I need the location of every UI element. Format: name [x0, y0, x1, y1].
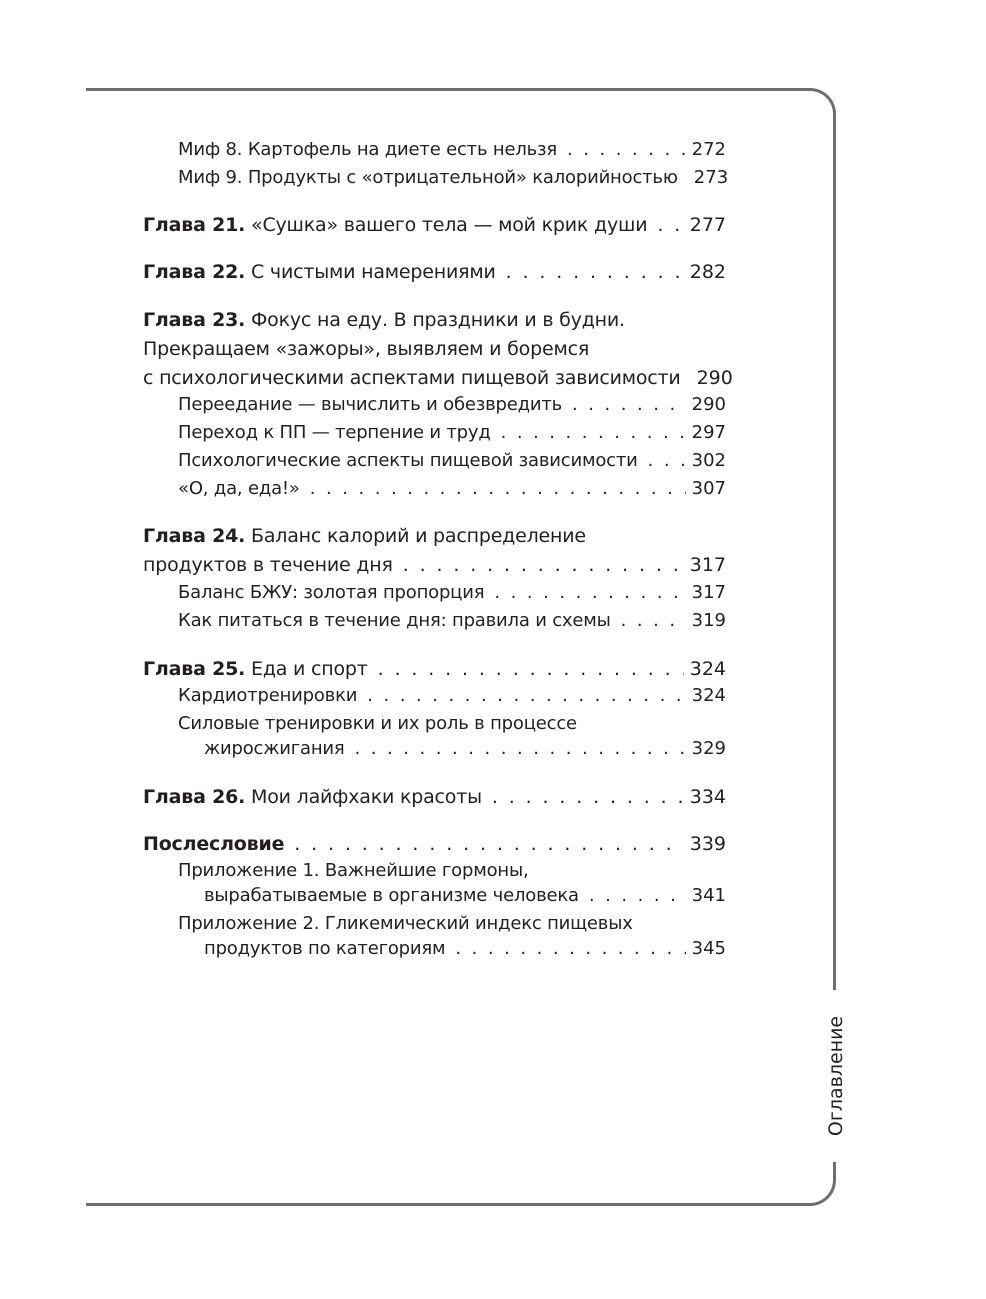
toc-entry-page: 324	[689, 658, 726, 680]
leader-dots	[572, 392, 686, 418]
page-frame	[86, 88, 836, 1206]
toc-entry-page: 317	[691, 582, 726, 603]
toc-entry-title: Миф 8. Картофель на диете есть нельзя	[178, 139, 558, 160]
toc-chapter-25[interactable]	[143, 656, 726, 682]
chapter-title-text: Фокус на еду. В праздники и в будни.	[251, 309, 625, 331]
leader-dots	[355, 736, 686, 762]
toc-chapter-24-line-1[interactable]	[143, 523, 586, 549]
toc-chapter-23-line-2[interactable]: Прекращаем «зажоры», выявляем и боремся	[143, 338, 590, 360]
toc-entry-title: вырабатываемые в организме человека	[204, 885, 579, 906]
chapter-number: Глава 23.	[143, 309, 246, 331]
toc-entry-title: жиросжигания	[204, 738, 345, 759]
chapter-title-text: с психологическими аспектами пищевой зависимости	[143, 367, 681, 389]
leader-dots	[621, 608, 686, 634]
chapter-number: Глава 21.	[143, 214, 246, 236]
toc-chapter-21[interactable]	[143, 212, 726, 238]
leader-dots	[294, 831, 683, 857]
toc-entry-overeating[interactable]	[178, 392, 726, 418]
toc-entry-strength-line-2[interactable]	[204, 736, 726, 762]
toc-entry-title: Миф 9. Продукты с «отрицательной» калорийностью	[178, 167, 678, 188]
chapter-number: Глава 22.	[143, 261, 246, 283]
toc-entry-page: 307	[691, 478, 726, 499]
toc-entry-page: 302	[691, 450, 726, 471]
chapter-title-text: «Сушка» вашего тела — мой крик души	[251, 214, 648, 236]
toc-entry-title: Баланс БЖУ: золотая пропорция	[178, 582, 485, 603]
toc-entry-daily-eating[interactable]	[178, 608, 726, 634]
toc-chapter-title	[143, 259, 496, 285]
toc-entry-title: Кардиотренировки	[178, 685, 358, 706]
toc-entry-page: 334	[689, 786, 726, 808]
toc-entry-page: 290	[696, 367, 733, 389]
toc-entry-myth-9[interactable]	[178, 165, 729, 191]
toc-afterword[interactable]	[143, 831, 726, 857]
toc-chapter-24-line-2[interactable]	[143, 552, 726, 578]
toc-entry-title: Как питаться в течение дня: правила и схемы	[178, 610, 611, 631]
leader-dots	[501, 420, 686, 446]
leader-dots	[492, 784, 684, 810]
toc-appendix-2-line-2[interactable]	[204, 936, 726, 962]
chapter-number: Глава 25.	[143, 658, 246, 680]
toc-entry-page: 290	[691, 394, 726, 415]
leader-dots	[403, 552, 684, 578]
leader-dots	[378, 656, 684, 682]
leader-dots	[367, 683, 685, 709]
afterword-title: Послесловие	[143, 833, 285, 855]
toc-entry-psychology[interactable]	[178, 448, 726, 474]
leader-dots	[455, 936, 685, 962]
toc-entry-title: продуктов по категориям	[204, 938, 446, 959]
toc-entry-cardio[interactable]	[178, 683, 726, 709]
section-side-label: Оглавление	[825, 1015, 847, 1137]
chapter-title-text: Еда и спорт	[251, 658, 368, 680]
chapter-title-text: С чистыми намерениями	[251, 261, 496, 283]
chapter-number: Глава 26.	[143, 786, 246, 808]
toc-entry-page: 277	[689, 214, 726, 236]
toc-entry-transition[interactable]	[178, 420, 726, 446]
toc-entry-page: 345	[691, 938, 726, 959]
leader-dots	[648, 448, 686, 474]
toc-chapter-title	[143, 212, 647, 238]
toc-chapter-title	[143, 784, 482, 810]
toc-entry-page: 329	[691, 738, 726, 759]
chapter-title-text: Мои лайфхаки красоты	[251, 786, 482, 808]
toc-chapter-22[interactable]	[143, 259, 726, 285]
toc-chapter-23-line-1[interactable]	[143, 307, 625, 333]
leader-dots	[589, 883, 686, 909]
chapter-title-text: Баланс калорий и распределение	[251, 525, 586, 547]
toc-appendix-1-line-1[interactable]: Приложение 1. Важнейшие гормоны,	[178, 860, 529, 881]
toc-entry-page: 324	[691, 685, 726, 706]
toc-appendix-1-line-2[interactable]	[204, 883, 726, 909]
toc-entry-oh-yes-food[interactable]	[178, 476, 726, 502]
chapter-title-text: продуктов в течение дня	[143, 554, 393, 576]
toc-entry-strength-line-1[interactable]: Силовые тренировки и их роль в процессе	[178, 713, 577, 734]
toc-entry-page: 319	[691, 610, 726, 631]
toc-entry-page: 297	[691, 422, 726, 443]
toc-appendix-2-line-1[interactable]: Приложение 2. Гликемический индекс пищевых	[178, 913, 633, 934]
leader-dots	[506, 259, 684, 285]
leader-dots	[567, 137, 686, 163]
toc-entry-myth-8[interactable]	[178, 137, 726, 163]
toc-entry-page: 341	[691, 885, 726, 906]
toc-chapter-23-line-3[interactable]	[143, 365, 733, 391]
toc-entry-page: 273	[693, 167, 729, 188]
toc-chapter-title	[143, 656, 368, 682]
toc-entry-page: 339	[689, 833, 726, 855]
toc-entry-bju-balance[interactable]	[178, 580, 726, 606]
toc-entry-page: 282	[689, 261, 726, 283]
leader-dots	[310, 476, 686, 502]
toc-entry-title: Переход к ПП — терпение и труд	[178, 422, 491, 443]
toc-chapter-26[interactable]	[143, 784, 726, 810]
toc-entry-page: 317	[689, 554, 726, 576]
chapter-number: Глава 24.	[143, 525, 246, 547]
leader-dots	[494, 580, 685, 606]
toc-entry-title: Психологические аспекты пищевой зависимости	[178, 450, 638, 471]
leader-dots	[657, 212, 683, 238]
toc-entry-title: «О, да, еда!»	[178, 478, 300, 499]
toc-entry-page: 272	[691, 139, 726, 160]
toc-entry-title: Переедание — вычислить и обезвредить	[178, 394, 563, 415]
